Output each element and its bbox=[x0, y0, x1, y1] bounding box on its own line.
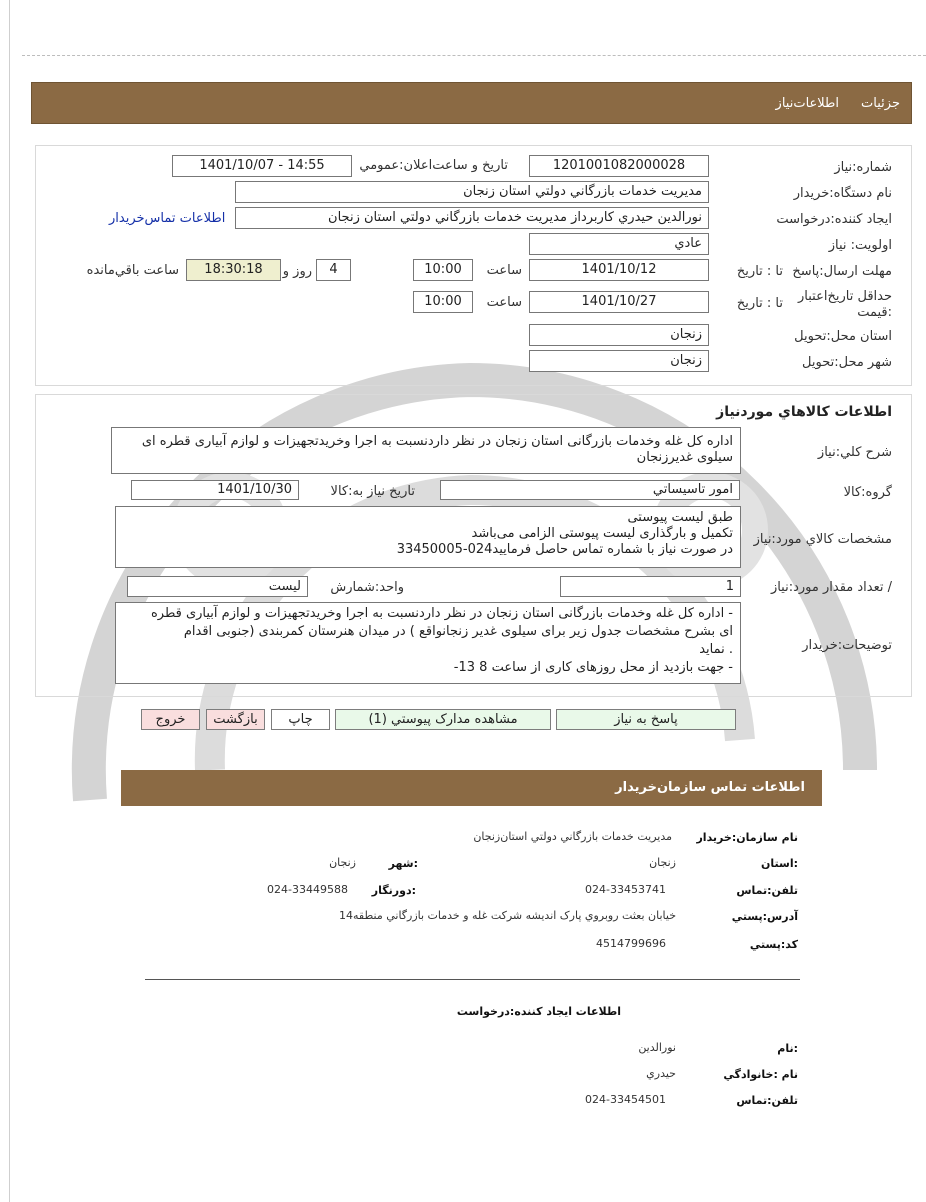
contact-fax-value: 024-33449588 bbox=[267, 883, 348, 896]
unit-field: ليست bbox=[127, 576, 308, 597]
contact-phone-label: تلفن:تماس bbox=[736, 884, 798, 897]
validity-date-field: 1401/10/27 bbox=[529, 291, 709, 313]
days-label: روز و bbox=[282, 264, 312, 279]
need-number-field: 1201001082000028 bbox=[529, 155, 709, 177]
announce-date-field: 1401/10/07 - 14:55 bbox=[172, 155, 352, 177]
need-date-field: 1401/10/30 bbox=[131, 480, 299, 500]
contact-postal-value: 4514799696 bbox=[596, 937, 666, 950]
buyer-notes-line: . نماید bbox=[699, 642, 733, 657]
deadline-time-label: ساعت bbox=[486, 263, 522, 278]
validity-label-line1: حداقل تاريخ‌اعتبار bbox=[798, 289, 892, 304]
validity-time-label: ساعت bbox=[486, 295, 522, 310]
delivery-province-label: استان محل:تحويل bbox=[794, 329, 892, 344]
announce-date-label: تاريخ و ساعت‌اعلان:عمومي bbox=[359, 158, 508, 173]
buyer-contact-title: اطلاعات تماس سازمان‌خريدار bbox=[615, 780, 805, 795]
contact-fax-label: :دورنگار bbox=[371, 884, 416, 897]
remaining-days-field: 4 bbox=[316, 259, 351, 281]
exit-button[interactable]: خروج bbox=[141, 709, 200, 730]
need-number-label: شماره:نياز bbox=[834, 160, 892, 175]
delivery-city-label: شهر محل:تحويل bbox=[802, 355, 892, 370]
buyer-notes-line: - اداره کل غله وخدمات بازرگانی استان زنجان در نظر داردنسبت به اجرا وخریدتجهیزات و لوازم آبیاری قطره bbox=[150, 606, 733, 621]
goods-spec-label: مشخصات کالاي مورد:نياز bbox=[753, 532, 892, 547]
deadline-label: مهلت ارسال:پاسخ bbox=[792, 264, 892, 279]
contact-postal-label: کد:پستي bbox=[749, 938, 798, 951]
page-left-border bbox=[9, 0, 10, 1202]
reply-button[interactable]: پاسخ به نياز bbox=[556, 709, 736, 730]
buyer-org-field: مديريت خدمات بازرگاني دولتي استان زنجان bbox=[235, 181, 709, 203]
creator-phone-label: تلفن:تماس bbox=[736, 1094, 798, 1107]
contact-province-label: :استان bbox=[761, 857, 798, 870]
contact-phone-value: 024-33453741 bbox=[585, 883, 666, 896]
creator-name-label: :نام bbox=[777, 1042, 798, 1055]
validity-label-line2: :قيمت bbox=[857, 305, 892, 320]
goods-spec-box bbox=[115, 506, 741, 568]
buyer-notes-line: ای بشرح مشخصات جدول زیر برای سیلوی غدیر زنجانواقع ) در میدان هنرستان کمربندی (جنوبی اقدام bbox=[183, 624, 733, 639]
general-desc-line: اداره کل غله وخدمات بازرگانی استان زنجان در نظر داردنسبت به اجرا وخریدتجهیزات و لوازم آبیاری قطره ای bbox=[141, 434, 733, 449]
buyer-org-label: نام دستگاه:خريدار bbox=[793, 186, 892, 201]
deadline-time-field: 10:00 bbox=[413, 259, 473, 281]
priority-field: عادي bbox=[529, 233, 709, 255]
unit-label: واحد:شمارش bbox=[330, 580, 404, 595]
creator-info-title: اطلاعات ايجاد کننده:درخواست bbox=[456, 1005, 621, 1018]
contact-city-value: زنجان bbox=[329, 856, 356, 869]
goods-spec-line: در صورت نیاز با شماره تماس حاصل فرمایید024-33450005 bbox=[396, 542, 733, 557]
goods-group-label: گروه:کالا bbox=[843, 485, 892, 500]
contact-org-label: نام سازمان:خريدار bbox=[696, 831, 798, 844]
creator-phone-value: 024-33454501 bbox=[585, 1093, 666, 1106]
contact-province-value: زنجان bbox=[649, 856, 676, 869]
goods-spec-line: تکمیل و بارگذاری لیست پیوستی الزامی می‌باشد bbox=[471, 526, 733, 541]
creator-family-label: نام :خانوادگي bbox=[723, 1068, 798, 1081]
buyer-contact-link[interactable]: اطلاعات تماس‌خريدار bbox=[109, 211, 226, 226]
general-desc-label: شرح کلي:نياز bbox=[817, 445, 892, 460]
remaining-time-field: 18:30:18 bbox=[186, 259, 281, 281]
goods-section-title: اطلاعات کالاهاي موردنياز bbox=[716, 404, 892, 420]
goods-group-field: امور تاسيساتي bbox=[440, 480, 740, 500]
contact-org-value: مديريت خدمات بازرگاني دولتي استان‌زنجان bbox=[473, 830, 672, 843]
validity-time-field: 10:00 bbox=[413, 291, 473, 313]
contact-city-label: :شهر bbox=[388, 857, 418, 870]
dotted-separator bbox=[22, 55, 926, 56]
delivery-province-field: زنجان bbox=[529, 324, 709, 346]
creator-label: ايجاد کننده:درخواست bbox=[776, 212, 892, 227]
print-button[interactable]: چاپ bbox=[271, 709, 330, 730]
creator-field: نورالدين حيدري کاربرداز مديريت خدمات بازرگاني دولتي استان زنجان bbox=[235, 207, 709, 229]
goods-spec-line: طبق لیست پیوستی bbox=[627, 510, 733, 525]
buyer-notes-line: - جهت بازدید از محل روزهای کاری از ساعت 8 13- bbox=[453, 660, 733, 675]
creator-name-value: نورالدين bbox=[638, 1041, 676, 1054]
general-desc-box bbox=[111, 427, 741, 474]
priority-label: اولويت: نياز bbox=[828, 238, 892, 253]
contact-divider bbox=[145, 979, 800, 980]
delivery-city-field: زنجان bbox=[529, 350, 709, 372]
deadline-date-field: 1401/10/12 bbox=[529, 259, 709, 281]
back-button[interactable]: بازگشت bbox=[206, 709, 265, 730]
need-date-label: تاريخ نياز به:کالا bbox=[330, 484, 415, 499]
tab-need-info[interactable]: اطلاعات‌نياز bbox=[775, 96, 839, 111]
remaining-label: ساعت باقي‌مانده bbox=[86, 263, 179, 278]
creator-family-value: حيدري bbox=[646, 1067, 676, 1080]
quantity-label: / تعداد مقدار مورد:نياز bbox=[770, 580, 892, 595]
contact-address-value: خيابان بعثت روبروي پارک انديشه شرکت غله و خدمات بازرگاني منطقه14 bbox=[339, 909, 676, 922]
validity-to-date-label: تا : تاريخ bbox=[736, 296, 783, 311]
quantity-field: 1 bbox=[560, 576, 741, 597]
tab-details[interactable]: جزئيات bbox=[861, 96, 900, 111]
header-bar bbox=[31, 82, 912, 124]
buyer-contact-bar bbox=[121, 770, 822, 806]
deadline-to-date-label: تا : تاريخ bbox=[736, 264, 783, 279]
buyer-notes-box bbox=[115, 602, 741, 684]
buyer-notes-label: توضيحات:خريدار bbox=[802, 638, 892, 653]
general-desc-line: سیلوی غدیرزنجان bbox=[636, 450, 733, 465]
contact-address-label: آدرس:پستي bbox=[731, 910, 798, 923]
view-attachments-button[interactable]: مشاهده مدارک پيوستي (1) bbox=[335, 709, 551, 730]
